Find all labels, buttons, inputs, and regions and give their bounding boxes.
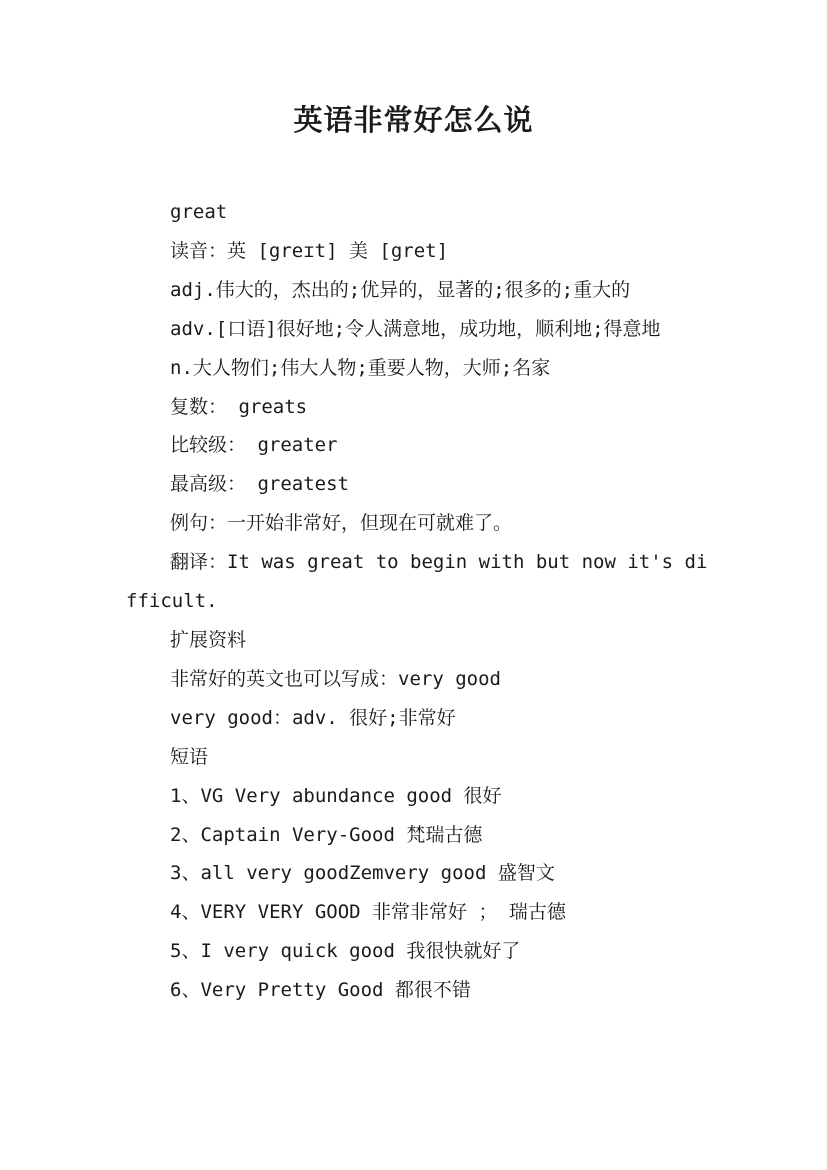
paragraph-superlative: 最高级： greatest <box>170 473 349 496</box>
document-title: 英语非常好怎么说 <box>293 103 534 137</box>
document-body <box>126 193 711 1010</box>
paragraph-adjective: adj.伟大的，杰出的;优异的，显著的;很多的;重大的 <box>170 278 631 301</box>
paragraph-pronunciation: 读音：英 [greɪt] 美 [gret] <box>170 239 449 262</box>
paragraph-phrases-heading: 短语 <box>170 745 209 768</box>
paragraph-extended-heading: 扩展资料 <box>170 628 247 651</box>
phrase-item-1: 1、VG Very abundance good 很好 <box>170 784 502 807</box>
paragraph-adverb: adv.[口语]很好地;令人满意地，成功地，顺利地;得意地 <box>170 317 661 340</box>
paragraph-word: great <box>170 201 228 223</box>
phrase-item-2: 2、Captain Very-Good 梵瑞古德 <box>170 823 483 846</box>
paragraph-example: 例句：一开始非常好，但现在可就难了。 <box>170 512 513 535</box>
phrase-item-4: 4、VERY VERY GOOD 非常非常好 ； 瑞古德 <box>170 901 566 924</box>
phrase-item-3: 3、all very goodZemvery good 盛智文 <box>170 862 555 885</box>
phrase-item-6: 6、Very Pretty Good 都很不错 <box>170 979 471 1002</box>
paragraph-alternative: 非常好的英文也可以写成：very good <box>170 667 501 690</box>
paragraph-translation: 翻译：It was great to begin with but now it's difficult. <box>126 551 708 613</box>
paragraph-very-good: very good：adv. 很好;非常好 <box>170 706 456 729</box>
paragraph-plural: 复数： greats <box>170 395 308 418</box>
paragraph-comparative: 比较级： greater <box>170 434 338 457</box>
paragraph-noun: n.大人物们;伟大人物;重要人物，大师;名家 <box>170 356 551 379</box>
phrase-item-5: 5、I very quick good 我很快就好了 <box>170 940 521 963</box>
